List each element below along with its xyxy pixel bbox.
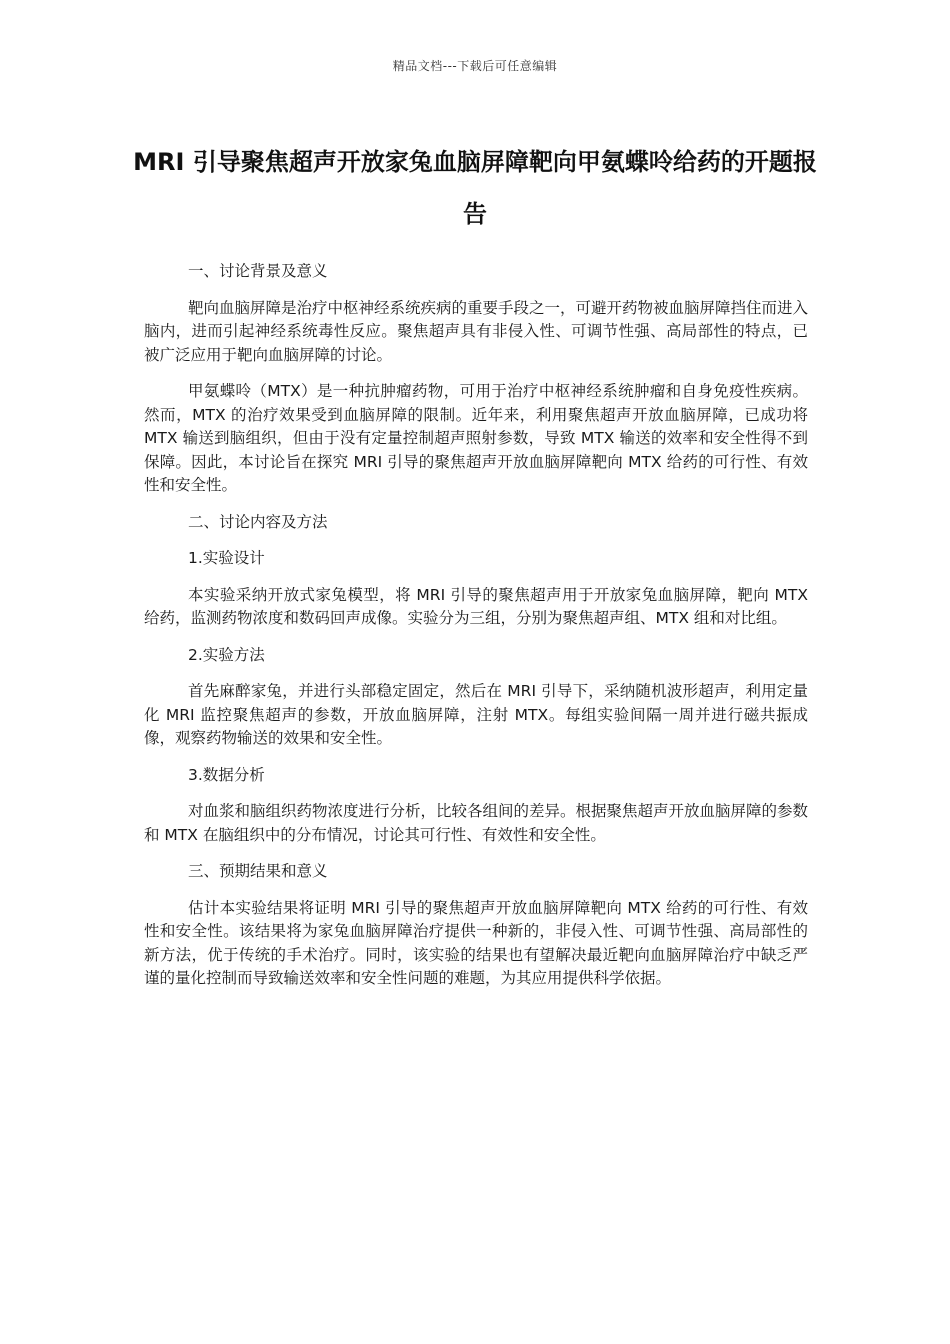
document-body (144, 260, 808, 1004)
paragraph-experiment-method: 首先麻醉家兔，并进行头部稳定固定，然后在 MRI 引导下，采纳随机波形超声，利用定量化 MRI 监控聚焦超声的参数，开放血脑屏障，注射 MTX。每组实验间隔一周并进行磁共振成像，观察药物输送的效果和安全性。 (144, 682, 808, 747)
header-note: 精品文档---下载后可任意编辑 (392, 59, 558, 73)
paragraph-expected-results: 估计本实验结果将证明 MRI 引导的聚焦超声开放血脑屏障靶向 MTX 给药的可行性、有效性和安全性。该结果将为家兔血脑屏障治疗提供一种新的，非侵入性、可调节性强、高局部性的新方法，优于传统的手术治疗。同时，该实验的结果也有望解决最近靶向血脑屏障治疗中缺乏严谨的量化控制而导致输送效率和安全性问题的难题，为其应用提供科学依据。 (144, 898, 808, 987)
section-heading-expected-results: 三、预期结果和意义 (188, 862, 328, 880)
paragraph-background-1: 靶向血脑屏障是治疗中枢神经系统疾病的重要手段之一，可避开药物被血脑屏障挡住而进入脑内，进而引起神经系统毒性反应。聚焦超声具有非侵入性、可调节性强、高局部性的特点，已被广泛应用于靶向血脑屏障的讨论。 (144, 298, 809, 364)
paragraph-background-2: 甲氨蝶呤（MTX）是一种抗肿瘤药物，可用于治疗中枢神经系统肿瘤和自身免疫性疾病。然而，MTX 的治疗效果受到血脑屏障的限制。近年来，利用聚焦超声开放血脑屏障，已成功将 MTX 输送到脑组织，但由于没有定量控制超声照射参数，导致 MTX 输送的效率和安全性得不到保障。因此，本讨论旨在探究 MRI 引导的聚焦超声开放血脑屏障靶向 MTX 给药的可行性、有效性和安全性。 (144, 382, 808, 494)
subheading-experiment-method: 2.实验方法 (188, 645, 265, 664)
section-heading-methods: 二、讨论内容及方法 (188, 512, 328, 531)
paragraph-experiment-design: 本实验采纳开放式家兔模型，将 MRI 引导的聚焦超声用于开放家兔血脑屏障，靶向 MTX 给药，监测药物浓度和数码回声成像。实验分为三组，分别为聚焦超声组、MTX 组和对比组。 (144, 585, 808, 627)
document-title: MRI 引导聚焦超声开放家兔血脑屏障靶向甲氨蝶呤给药的开题报告 (133, 148, 817, 228)
paragraph-data-analysis: 对血浆和脑组织药物浓度进行分析，比较各组间的差异。根据聚焦超声开放血脑屏障的参数和 MTX 在脑组织中的分布情况，讨论其可行性、有效性和安全性。 (144, 802, 809, 844)
section-heading-background: 一、讨论背景及意义 (188, 262, 328, 280)
subheading-data-analysis: 3.数据分析 (188, 765, 265, 784)
subheading-experiment-design: 1.实验设计 (188, 549, 265, 567)
